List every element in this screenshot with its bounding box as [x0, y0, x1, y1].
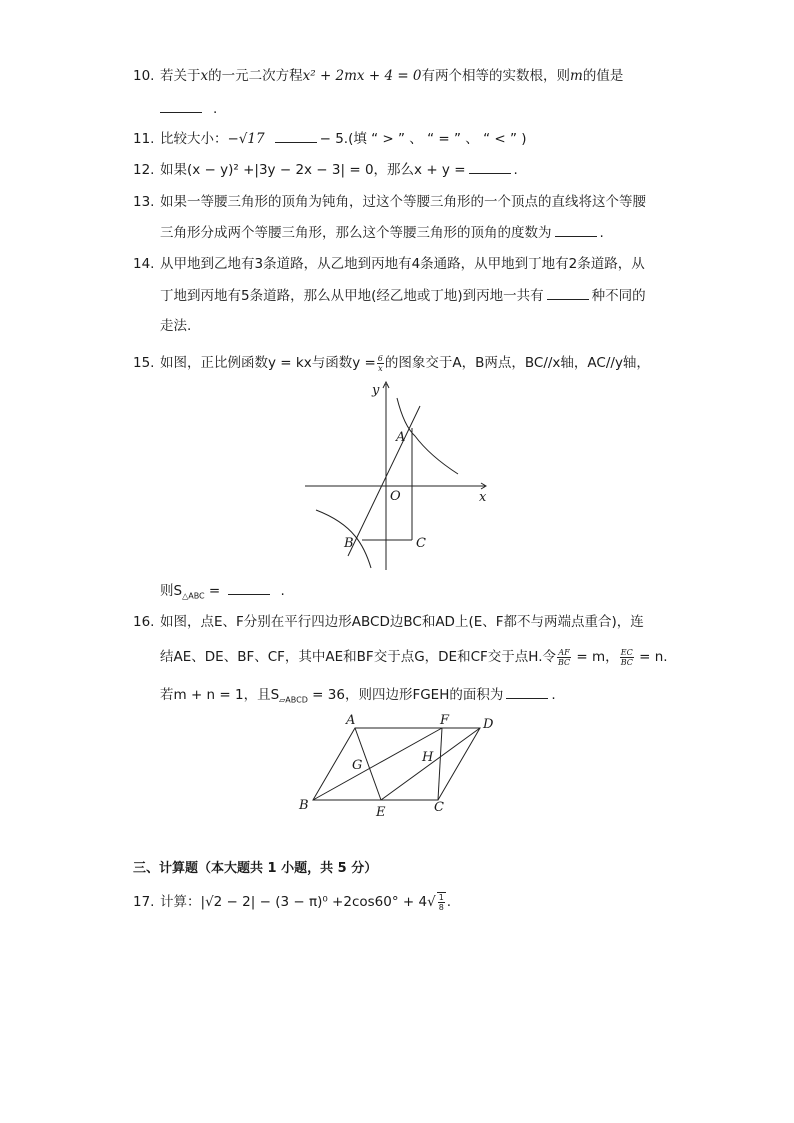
question-17: 17. 计算：|√2 − 2| − (3 − π)⁰ +2cos60° + 4√ $\frac{1}{8}$ .: [133, 893, 452, 912]
question-14: 14. 从甲地到乙地有3条道路，从乙地到丙地有4条通路，从甲地到丁地有2条道路，从: [133, 256, 645, 272]
label-b: B: [344, 536, 354, 551]
question-number: 10.: [133, 68, 155, 84]
question-13-line-2: 三角形分成两个等腰三角形，那么这个等腰三角形的顶角的度数为 .: [160, 225, 604, 241]
question-10-answer-line: .: [160, 99, 217, 119]
label-g: G: [352, 758, 363, 773]
label-e: E: [376, 805, 386, 820]
answer-blank[interactable]: [228, 582, 270, 595]
question-11: 11. 比较大小：−√17 − 5.(填 “ > ” 、 “ = ” 、 “ < ” ): [133, 131, 527, 147]
answer-blank[interactable]: [506, 686, 548, 699]
label-y: y: [372, 383, 380, 398]
answer-blank[interactable]: [275, 130, 317, 143]
question-15-answer-line: 则$S_{\triangle ABC}$ = .: [160, 583, 285, 601]
label-h: H: [422, 750, 434, 765]
question-16-line-3: 若m + n = 1，且$S_{▱ABCD} = 36$，则四边形FGEH的面积为 .: [160, 687, 556, 705]
label-d: D: [483, 717, 494, 732]
question-number: 15.: [133, 355, 155, 371]
segment-cf: [438, 728, 442, 800]
answer-blank[interactable]: [547, 287, 589, 300]
label-o: O: [390, 489, 401, 504]
line-y-kx: [348, 406, 420, 556]
answer-blank[interactable]: [555, 224, 597, 237]
label-x: x: [479, 490, 487, 505]
fraction-af-bc: $\frac{AF}{BC}$: [557, 647, 571, 667]
question-number: 13.: [133, 194, 155, 210]
parallelogram-figure: [290, 708, 510, 826]
question-15: 15. 如图，正比例函数y = kx与函数y = $\frac{6}{x}$ 的图象交于A，B两点，BC//x轴，AC//y轴，: [133, 353, 650, 373]
fraction: $\frac{6}{x}$: [377, 353, 383, 373]
question-16: 16. 如图，点E、F分别在平行四边形ABCD边BC和AD上(E、F都不与两端点重合)，连: [133, 614, 644, 630]
label-c: C: [416, 536, 426, 551]
question-10: 10. 若关于x的一元二次方程x² + 2mx + 4 = 0有两个相等的实数根，则m的值是: [133, 68, 624, 84]
question-number: 14.: [133, 256, 155, 272]
question-number: 12.: [133, 162, 155, 178]
answer-blank[interactable]: [469, 161, 511, 174]
question-number: 11.: [133, 131, 155, 147]
question-number: 16.: [133, 614, 155, 630]
label-a: A: [346, 713, 356, 728]
question-14-line-3: 走法.: [160, 318, 192, 334]
section-heading: 三、计算题（本大题共 1 小题，共 5 分）: [133, 861, 378, 876]
question-13: 13. 如果一等腰三角形的顶角为钝角，过这个等腰三角形的一个顶点的直线将这个等腰: [133, 194, 646, 210]
label-a: A: [396, 430, 406, 445]
question-14-line-2: 丁地到丙地有5条道路，那么从甲地(经乙地或丁地)到丙地一共有 种不同的: [160, 288, 646, 304]
fraction-ec-bc: $\frac{EC}{BC}$: [620, 647, 633, 667]
expression: −√17: [227, 131, 265, 147]
label-f: F: [440, 713, 450, 728]
question-12: 12. 如果(x − y)² +|3y − 2x − 3| = 0，那么x + y = .: [133, 162, 518, 178]
equation: x² + 2mx + 4 = 0: [302, 68, 422, 84]
label-b: B: [299, 798, 309, 813]
answer-blank[interactable]: [160, 100, 202, 113]
label-c: C: [434, 800, 444, 815]
question-number: 17.: [133, 894, 155, 910]
fraction-one-eighth: $\frac{1}{8}$: [438, 893, 444, 912]
question-16-line-2: 结AE、DE、BF、CF，其中AE和BF交于点G，DE和CF交于点H.令 $\frac{AF}{BC}$ = m， $\frac{EC}{BC}$ = n.: [160, 647, 668, 667]
function-graph-figure: [300, 378, 500, 578]
